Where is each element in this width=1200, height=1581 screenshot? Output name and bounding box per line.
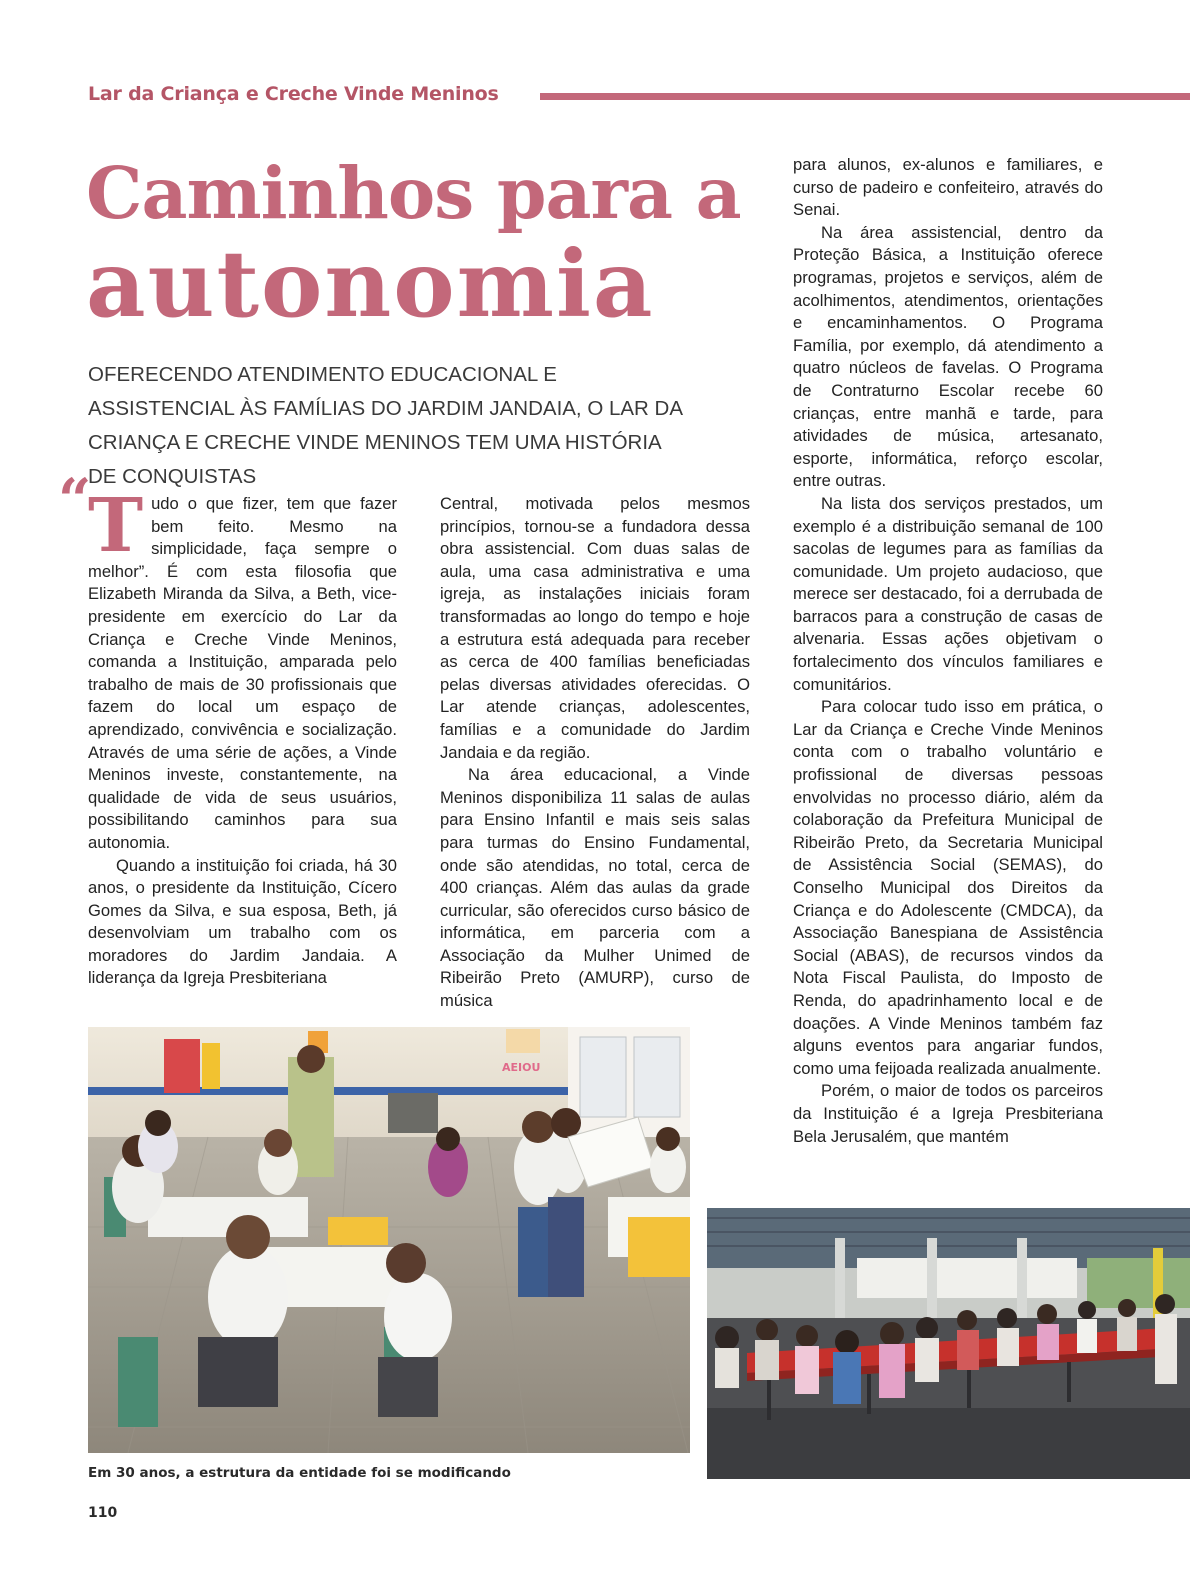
photo-caption: Em 30 anos, a estrutura da entidade foi se modificando	[88, 1465, 511, 1481]
text-column-3	[793, 154, 1103, 1148]
paragraph-text: udo o que fizer, tem que fazer bem feito. Mesmo na simplicidade, faça sempre o melhor”. É com esta filosofia que Elizabeth Miranda da Silva, a Beth, vice-presidente em exercício do Lar da Criança e Creche Vinde Meninos, comanda a Instituição, amparada pelo trabalho de mais de 30 profissionais que fazem do local um espaço de aprendizado, convivência e socialização. Através de uma série de ações, a Vinde Meninos investe, constantemente, na qualidade de vida de seus usuários, possibilitando caminhos para sua autonomia.	[88, 494, 397, 852]
drop-cap: T	[88, 483, 144, 569]
dining-area-photo	[707, 1208, 1190, 1479]
paragraph: Para colocar tudo isso em prática, o Lar da Criança e Creche Vinde Meninos conta com o trabalho voluntário e profissional de diversas pessoas envolvidas no processo diário, além da colaboração da Prefeitura Municipal de Ribeirão Preto, da Secretaria Municipal de Assistência Social (SEMAS), do Conselho Municipal dos Direitos da Criança e do Adolescente (CMDCA), da Associação Banespiana de Assistência Social (ABAS), de recursos vindos da Nota Fiscal Paulista, do Imposto de Renda, do apadrinhamento local e de doações. A Vinde Meninos também faz alguns eventos para angariar fundos, como uma feijoada realizada anualmente.	[793, 697, 1103, 1078]
paragraph: para alunos, ex-alunos e familiares, e curso de padeiro e confeiteiro, através do Senai.	[793, 155, 1103, 220]
paragraph: Porém, o maior de todos os parceiros da Instituição é a Igreja Presbiteriana Bela Jerusalém, que mantém	[793, 1081, 1103, 1146]
text-column-2	[440, 493, 750, 1013]
paragraph: Central, motivada pelos mesmos princípios, tornou-se a fundadora dessa obra assistencial. Com duas salas de aula, uma casa administrativa e uma igreja, as instalações iniciais foram transformadas ao longo do tempo e hoje a estrutura está adequada para receber as cerca de 400 famílias beneficiadas pelas diversas atividades oferecidas. O Lar atende crianças, adolescentes, famílias e a comunidade do Jardim Jandaia e da região.	[440, 494, 750, 762]
paragraph: Na lista dos serviços prestados, um exemplo é a distribuição semanal de 100 sacolas de legumes para as famílias da comunidade. Um projeto audacioso, que merece ser destacado, foi a derrubada de barracos para a construção de casas de alvenaria. Essas ações objetivam o fortalecimento dos vínculos familiares e comunitários.	[793, 493, 1103, 694]
text-column-1	[88, 483, 397, 990]
section-label: Lar da Criança e Creche Vinde Meninos	[88, 83, 499, 105]
classroom-sign: AEIOU	[502, 1061, 541, 1074]
title-line-2: autonomia	[86, 230, 655, 338]
paragraph: Na área educacional, a Vinde Meninos disponibiliza 11 salas de aulas para Ensino Infantil e mais seis salas para turmas do Ensino Fundamental, onde são atendidas, no total, cerca de 400 crianças. Além das aulas da grade curricular, são oferecidos curso básico de informática, em parceria com a Associação da Mulher Unimed de Ribeirão Preto (AMURP), curso de música	[440, 765, 750, 1011]
paragraph	[88, 483, 397, 855]
article-title	[86, 151, 766, 338]
paragraph: Na área assistencial, dentro da Proteção Básica, a Instituição oferece programas, projetos e serviços, além de acolhimentos, atendimentos, orientações e encaminhamentos. O Programa Família, por exemplo, dá atendimento a quatro núcleos de favelas. O Programa de Contraturno Escolar recebe 60 crianças, entre manhã e tarde, para atividades de música, artesanato, esporte, informática, reforço escolar, entre outras.	[793, 222, 1103, 491]
quote-mark: “	[58, 466, 92, 534]
dining-area-photo-image	[707, 1208, 1190, 1479]
page-number: 110	[88, 1505, 118, 1521]
section-rule	[540, 93, 1190, 100]
title-line-1: Caminhos para a	[86, 151, 741, 235]
classroom-photo-image	[88, 1027, 690, 1453]
paragraph: Quando a instituição foi criada, há 30 anos, o presidente da Instituição, Cícero Gomes da Silva, e sua esposa, Beth, já desenvolviam um trabalho com os moradores do Jardim Jandaia. A liderança da Igreja Presbiteriana	[88, 855, 397, 988]
article-subtitle: OFERECENDO ATENDIMENTO EDUCACIONAL E ASSISTENCIAL ÀS FAMÍLIAS DO JARDIM JANDAIA, O LAR DA CRIANÇA E CRECHE VINDE MENINOS TEM UMA HISTÓRIA DE CONQUISTAS	[88, 363, 682, 488]
classroom-photo	[88, 1027, 690, 1453]
